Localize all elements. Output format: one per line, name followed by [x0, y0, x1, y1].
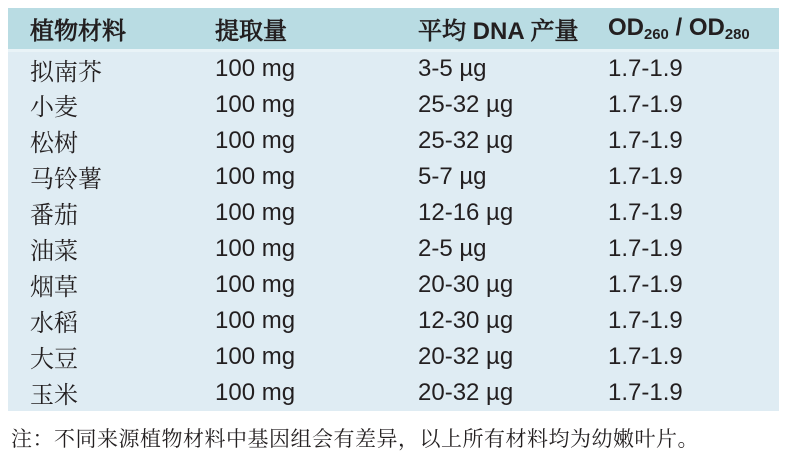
cell-amount: 100 mg [193, 159, 396, 195]
cell-yield: 2-5 µg [396, 231, 586, 267]
od-subscript-260: 260 [644, 27, 669, 44]
table-row [8, 159, 779, 195]
cell-od: 1.7-1.9 [586, 267, 779, 303]
col-header-material: 植物材料 [8, 8, 193, 50]
table-row [8, 339, 779, 375]
table-row [8, 50, 779, 87]
cell-od: 1.7-1.9 [586, 195, 779, 231]
table-row [8, 123, 779, 159]
cell-material: 水稻 [8, 303, 193, 339]
cell-material: 松树 [8, 123, 193, 159]
cell-amount: 100 mg [193, 375, 396, 411]
cell-yield: 25-32 µg [396, 123, 586, 159]
cell-amount: 100 mg [193, 231, 396, 267]
table-header [8, 8, 779, 50]
table-body [8, 50, 779, 411]
cell-amount: 100 mg [193, 123, 396, 159]
col-header-yield: 平均 DNA 产量 [396, 8, 586, 50]
table-row [8, 375, 779, 411]
od-subscript-280: 280 [724, 27, 750, 44]
cell-yield: 20-30 µg [396, 267, 586, 303]
cell-yield: 20-32 µg [396, 375, 586, 411]
cell-od: 1.7-1.9 [586, 159, 779, 195]
plant-material-table [8, 8, 779, 411]
cell-amount: 100 mg [193, 303, 396, 339]
table-row [8, 195, 779, 231]
cell-material: 大豆 [8, 339, 193, 375]
cell-od: 1.7-1.9 [586, 339, 779, 375]
cell-amount: 100 mg [193, 339, 396, 375]
cell-od: 1.7-1.9 [586, 375, 779, 411]
cell-yield: 12-16 µg [396, 195, 586, 231]
col-header-od [586, 8, 779, 50]
cell-yield: 3-5 µg [396, 50, 586, 87]
cell-material: 马铃薯 [8, 159, 193, 195]
cell-od: 1.7-1.9 [586, 87, 779, 123]
table-header-row [8, 8, 779, 50]
table-row [8, 87, 779, 123]
cell-amount: 100 mg [193, 195, 396, 231]
cell-od: 1.7-1.9 [586, 50, 779, 87]
cell-yield: 5-7 µg [396, 159, 586, 195]
cell-yield: 12-30 µg [396, 303, 586, 339]
table-row [8, 231, 779, 267]
cell-material: 烟草 [8, 267, 193, 303]
cell-od: 1.7-1.9 [586, 123, 779, 159]
cell-material: 玉米 [8, 375, 193, 411]
cell-od: 1.7-1.9 [586, 231, 779, 267]
od-base-280: OD [688, 14, 725, 42]
cell-material: 番茄 [8, 195, 193, 231]
cell-yield: 20-32 µg [396, 339, 586, 375]
cell-od: 1.7-1.9 [586, 303, 779, 339]
cell-amount: 100 mg [193, 267, 396, 303]
cell-material: 小麦 [8, 87, 193, 123]
table-row [8, 267, 779, 303]
table-row [8, 303, 779, 339]
cell-yield: 25-32 µg [396, 87, 586, 123]
cell-material: 油菜 [8, 231, 193, 267]
col-header-amount: 提取量 [193, 8, 396, 50]
cell-amount: 100 mg [193, 50, 396, 87]
cell-material: 拟南芥 [8, 50, 193, 87]
od-separator: / [668, 14, 689, 42]
footnote: 注：不同来源植物材料中基因组会有差异，以上所有材料均为幼嫩叶片。 [11, 427, 699, 451]
cell-amount: 100 mg [193, 87, 396, 123]
od-base-260: OD [608, 14, 644, 42]
